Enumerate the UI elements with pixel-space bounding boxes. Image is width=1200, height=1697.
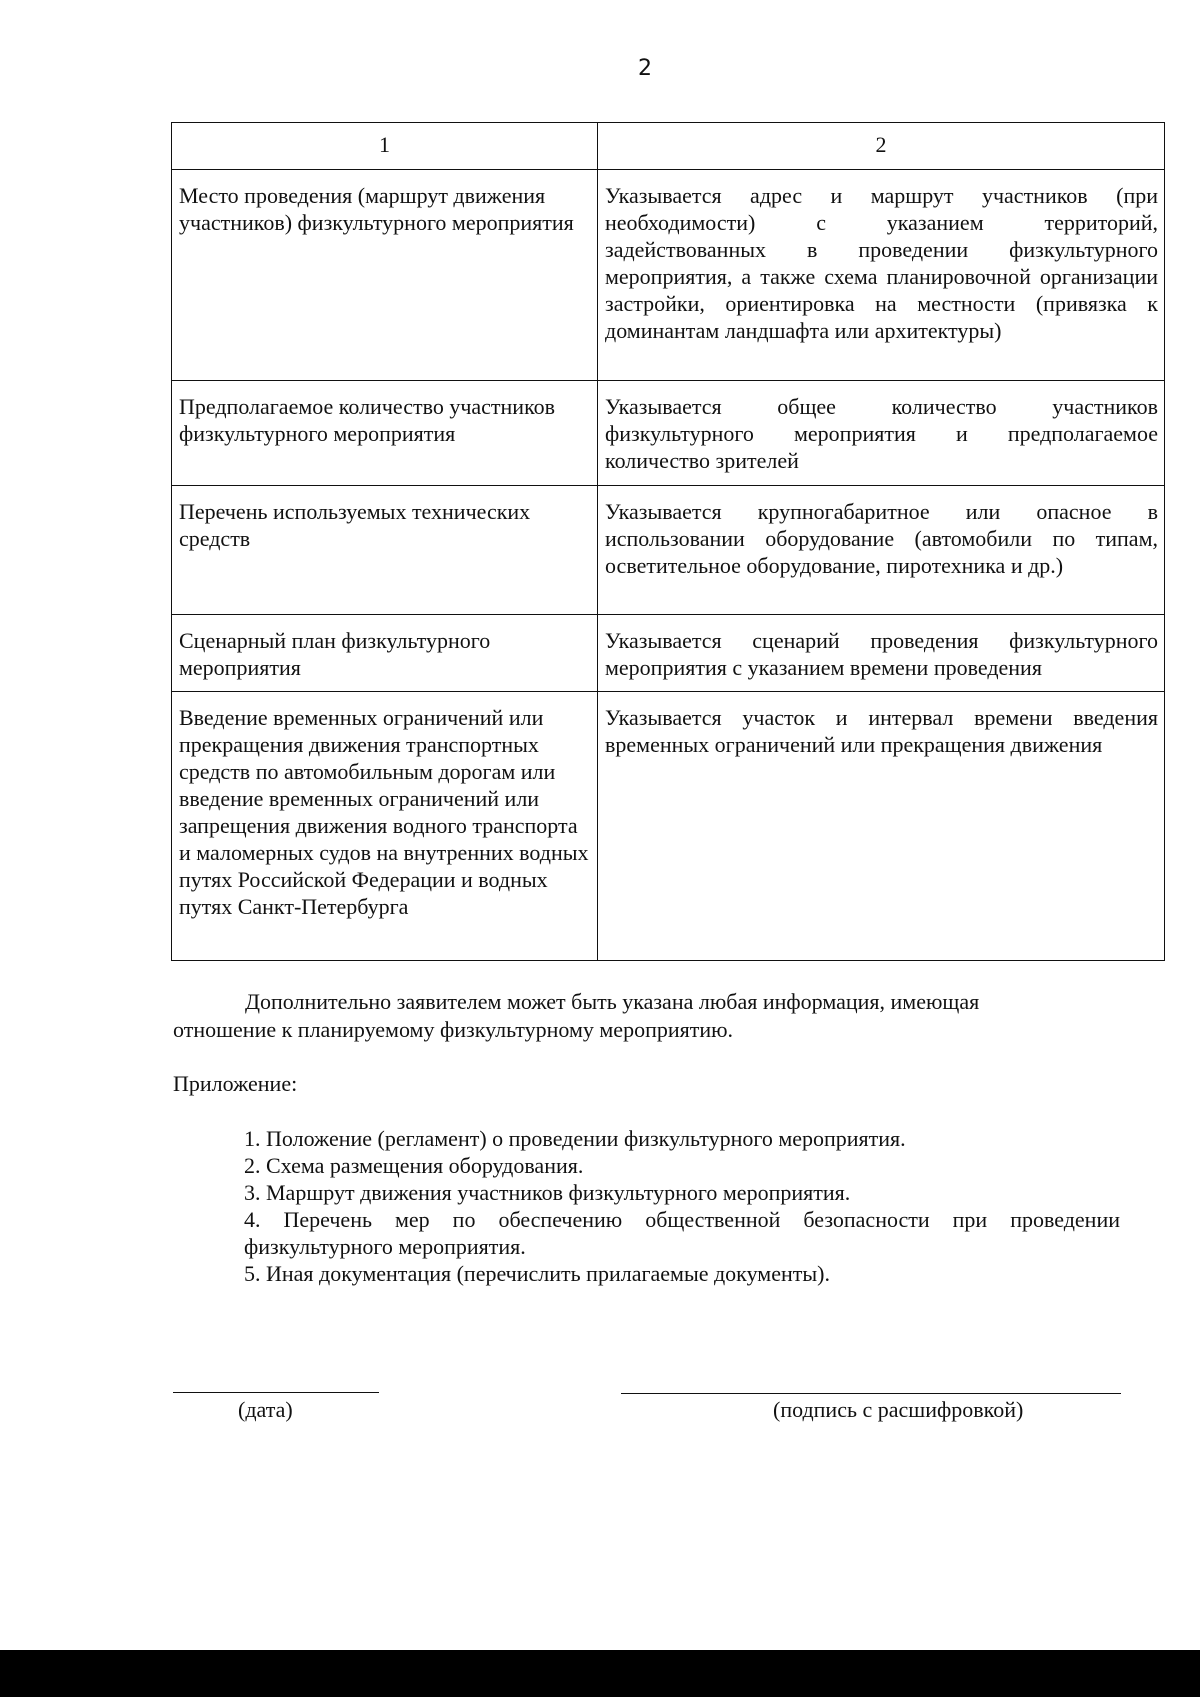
row-description: Указывается адрес и маршрут участников (при необходимости) с указанием территорий, задействованных в проведении физкультурного мероприятия, а также схема планировочной организации застройки, ориентировка на местности (привязка к доминантам ландшафта или архитектуры) — [598, 170, 1165, 381]
scan-border-bar — [0, 1650, 1200, 1697]
date-label: (дата) — [238, 1397, 293, 1422]
row-label: Место проведения (маршрут движения участников) физкультурного мероприятия — [172, 170, 598, 381]
list-item: 3. Маршрут движения участников физкультурного мероприятия. — [244, 1180, 851, 1205]
row-label: Перечень используемых технических средств — [172, 486, 598, 615]
table-row — [172, 615, 1165, 692]
list-item: 4. Перечень мер по обеспечению общественной безопасности при проведении физкультурного мероприятия. — [244, 1207, 1120, 1259]
row-description: Указывается сценарий проведения физкультурного мероприятия с указанием времени проведения — [598, 615, 1165, 692]
table-row — [172, 170, 1165, 381]
additional-info-paragraph: Дополнительно заявителем может быть указана любая информация, имеющая отношение к планируемому физкультурному мероприятию. — [173, 989, 980, 1042]
row-description: Указывается участок и интервал времени введения временных ограничений или прекращения движения — [598, 692, 1165, 961]
table-header-row — [172, 123, 1165, 170]
list-item: 1. Положение (регламент) о проведении физкультурного мероприятия. — [244, 1126, 906, 1151]
table-row — [172, 486, 1165, 615]
table-row — [172, 381, 1165, 486]
row-description: Указывается крупногабаритное или опасное в использовании оборудование (автомобили по типам, осветительное оборудование, пиротехника и др.) — [598, 486, 1165, 615]
row-label: Введение временных ограничений или прекращения движения транспортных средств по автомобильным дорогам или введение временных ограничений или запрещения движения водного транспорта и маломерных судов на внутренних водных путях Российской Федерации и водных путях Санкт-Петербурга — [172, 692, 598, 961]
column-header-2: 2 — [598, 123, 1165, 170]
signature-line — [621, 1393, 1121, 1394]
list-item: 2. Схема размещения оборудования. — [244, 1153, 584, 1178]
row-label: Предполагаемое количество участников физкультурного мероприятия — [172, 381, 598, 486]
table-row — [172, 692, 1165, 961]
date-signature-line — [173, 1392, 379, 1393]
row-description: Указывается общее количество участников физкультурного мероприятия и предполагаемое количество зрителей — [598, 381, 1165, 486]
appendix-title: Приложение: — [173, 1071, 298, 1096]
application-details-table — [171, 122, 1165, 961]
column-header-1: 1 — [172, 123, 598, 170]
row-label: Сценарный план физкультурного мероприятия — [172, 615, 598, 692]
signature-label: (подпись с расшифровкой) — [773, 1397, 1024, 1422]
appendix-list — [244, 1125, 1120, 1287]
page-number: 2 — [638, 56, 652, 81]
list-item: 5. Иная документация (перечислить прилагаемые документы). — [244, 1261, 830, 1286]
